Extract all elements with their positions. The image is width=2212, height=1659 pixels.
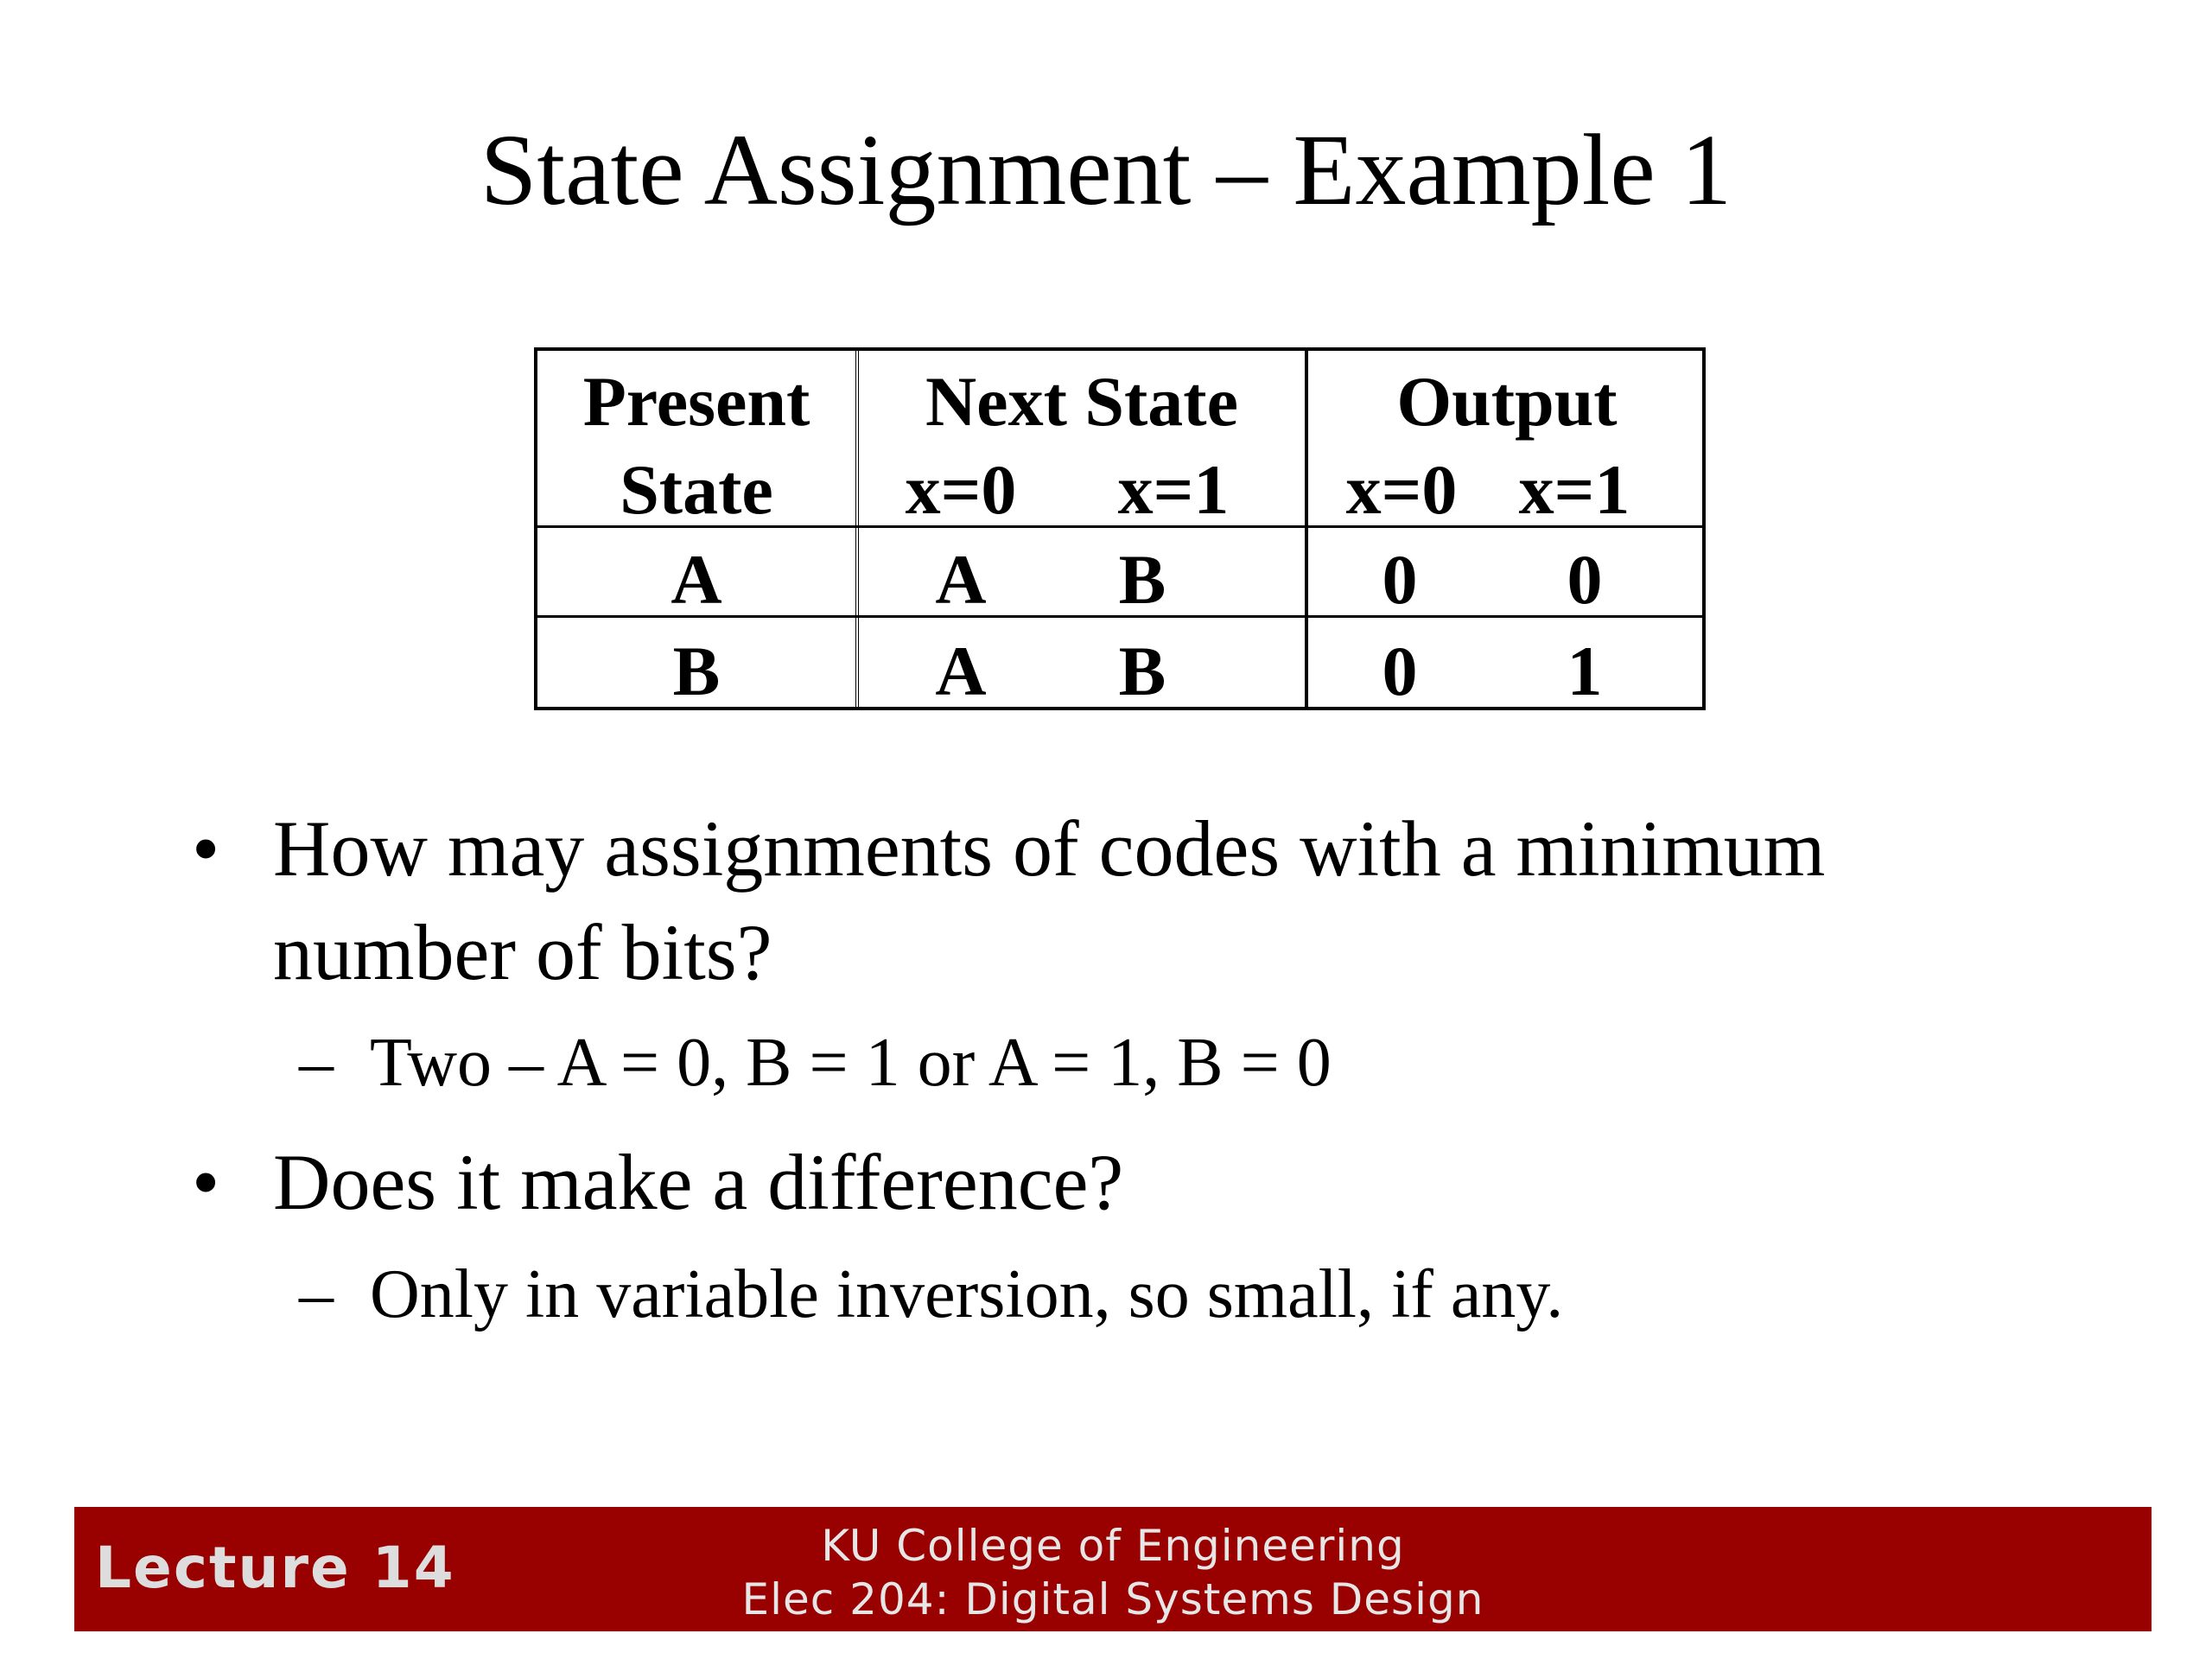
- bullet-1-line2: number of bits?: [273, 908, 772, 996]
- row-b-out-x0: 0: [1382, 632, 1418, 710]
- sub-bullet-1: Two – A = 0, B = 1 or A = 1, B = 0: [370, 1025, 1332, 1101]
- header-output: Output: [1396, 362, 1618, 441]
- footer-course-info: [74, 1519, 2152, 1626]
- row-b-out-x1: 1: [1567, 632, 1603, 710]
- sub-bullet-2: Only in variable inversion, so small, if any.: [370, 1256, 1564, 1332]
- header-present-state-line1: Present: [582, 362, 810, 441]
- row-a-present: A: [671, 540, 722, 619]
- slide-title: State Assignment – Example 1: [480, 113, 1732, 226]
- footer-college: KU College of Engineering: [821, 1521, 1405, 1571]
- header-next-state: Next State: [925, 362, 1239, 441]
- row-a-out-x0: 0: [1382, 540, 1418, 619]
- header-present-state-line2: State: [620, 450, 773, 529]
- header-out-x1: x=1: [1518, 450, 1630, 529]
- row-a-next-x1: B: [1118, 540, 1166, 619]
- state-table: [534, 347, 1706, 710]
- sub-bullet-marker: –: [299, 1025, 334, 1101]
- footer-lecture-label: Lecture 14: [95, 1535, 455, 1601]
- row-b-next-x0: A: [935, 632, 987, 710]
- row-b-next-x1: B: [1118, 632, 1166, 710]
- header-out-x0: x=0: [1345, 450, 1458, 529]
- row-a-out-x1: 0: [1567, 540, 1603, 619]
- header-next-x1: x=1: [1117, 450, 1230, 529]
- bullet-1-line1: How may assignments of codes with a minimum: [273, 804, 1826, 893]
- row-a-next-x0: A: [935, 540, 987, 619]
- bullet-marker: •: [192, 804, 220, 893]
- footer-course: Elec 204: Digital Systems Design: [741, 1574, 1484, 1624]
- footer-bar: [74, 1507, 2152, 1631]
- bullet-2-line1: Does it make a difference?: [273, 1138, 1124, 1226]
- sub-bullet-marker: –: [299, 1256, 334, 1332]
- row-b-present: B: [672, 632, 721, 710]
- header-next-x0: x=0: [905, 450, 1017, 529]
- bullet-marker: •: [192, 1138, 220, 1226]
